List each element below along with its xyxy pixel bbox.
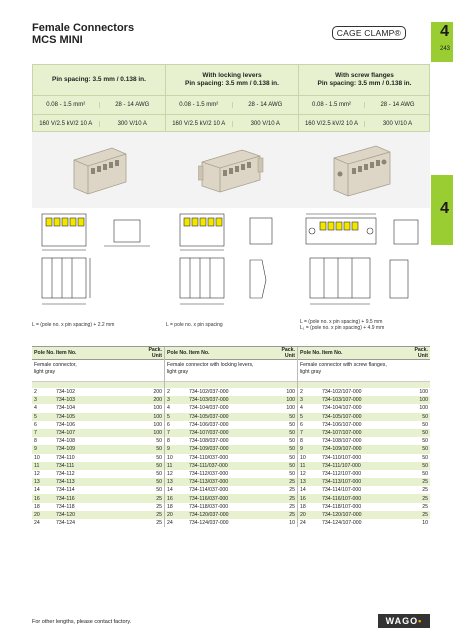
pack-unit: 50 xyxy=(422,470,428,477)
pole-number: 9 xyxy=(300,446,303,453)
item-number: 734-124/107-000 xyxy=(322,520,362,527)
item-number: 734-109/107-000 xyxy=(322,446,362,453)
table-row xyxy=(32,437,164,445)
table-row xyxy=(165,478,297,486)
spec-range-mm: 0.08 - 1.5 mm² xyxy=(299,102,365,108)
pole-number: 14 xyxy=(300,487,306,494)
table-row xyxy=(32,494,164,502)
table-body xyxy=(32,382,164,527)
item-number: 734-106/037-000 xyxy=(189,421,229,428)
pack-unit: 50 xyxy=(422,438,428,445)
pack-unit: 100 xyxy=(419,397,428,404)
pole-number: 18 xyxy=(167,503,173,510)
item-number: 734-107/107-000 xyxy=(322,430,362,437)
pack-unit: 50 xyxy=(289,446,295,453)
item-number: 734-114/037-000 xyxy=(189,487,229,494)
item-number: 734-118/107-000 xyxy=(322,503,362,510)
pack-unit: 200 xyxy=(153,389,162,396)
pole-number: 13 xyxy=(34,479,40,486)
column-header-item: Item No. xyxy=(189,350,210,356)
pole-number: 9 xyxy=(167,446,170,453)
pole-number: 3 xyxy=(300,397,303,404)
pole-number: 12 xyxy=(300,470,306,477)
pole-number: 5 xyxy=(167,413,170,420)
item-number: 734-109/037-000 xyxy=(189,446,229,453)
table-row xyxy=(298,503,430,511)
column-header-item: Item No. xyxy=(322,350,343,356)
table-row xyxy=(298,445,430,453)
pole-number: 13 xyxy=(167,479,173,486)
item-number: 734-110/107-000 xyxy=(322,454,362,461)
pack-unit: 50 xyxy=(422,430,428,437)
table-row xyxy=(298,396,430,404)
pole-number: 18 xyxy=(300,503,306,510)
item-number: 734-105/107-000 xyxy=(322,413,362,420)
table-row xyxy=(298,429,430,437)
item-number: 734-124 xyxy=(56,520,76,527)
table-row xyxy=(32,413,164,421)
item-number: 734-108/037-000 xyxy=(189,438,229,445)
pole-number: 12 xyxy=(167,470,173,477)
pole-number: 6 xyxy=(300,421,303,428)
product-column xyxy=(165,347,298,527)
pack-unit: 50 xyxy=(156,446,162,453)
table-row xyxy=(165,462,297,470)
item-number: 734-116 xyxy=(56,495,75,502)
table-row xyxy=(165,437,297,445)
item-number: 734-118 xyxy=(56,503,75,510)
product-description: Female connector, light gray xyxy=(32,360,164,382)
pole-number: 4 xyxy=(300,405,303,412)
table-row xyxy=(165,404,297,412)
product-table xyxy=(32,346,430,527)
pack-unit: 25 xyxy=(289,503,295,510)
table-row xyxy=(32,511,164,519)
page-number: 243 xyxy=(439,46,450,52)
pole-number: 18 xyxy=(34,503,40,510)
table-row xyxy=(32,462,164,470)
table-row xyxy=(298,462,430,470)
drawing-locking xyxy=(166,210,296,310)
table-row xyxy=(298,486,430,494)
column-header-pole: Pole No. xyxy=(34,350,55,356)
product-description: Female connector with screw flanges, light gray xyxy=(298,360,430,382)
item-number: 734-102 xyxy=(56,389,76,396)
title-line-1: Female Connectors xyxy=(32,22,135,34)
item-number: 734-111/107-000 xyxy=(322,462,361,469)
chapter-number: 4 xyxy=(440,23,449,40)
dimension-drawing-band xyxy=(32,208,430,312)
table-row xyxy=(298,519,430,527)
item-number: 734-118/037-000 xyxy=(189,503,229,510)
pole-number: 11 xyxy=(300,462,306,469)
item-number: 734-104/107-000 xyxy=(322,405,362,412)
spec-heading: With locking levers xyxy=(202,72,262,79)
pole-number: 7 xyxy=(300,430,303,437)
table-row xyxy=(165,396,297,404)
pole-number: 20 xyxy=(167,511,173,518)
table-row xyxy=(298,404,430,412)
table-row xyxy=(298,478,430,486)
pack-unit: 50 xyxy=(289,430,295,437)
pack-unit: 50 xyxy=(156,487,162,494)
pack-unit: 100 xyxy=(286,397,295,404)
pole-number: 14 xyxy=(167,487,173,494)
pack-unit: 100 xyxy=(419,389,428,396)
drawing-flanges xyxy=(300,210,430,310)
pack-unit: 100 xyxy=(153,430,162,437)
pole-number: 11 xyxy=(34,462,40,469)
pack-unit: 100 xyxy=(153,405,162,412)
item-number: 734-120 xyxy=(56,511,76,518)
pack-unit: 25 xyxy=(289,495,295,502)
item-number: 734-111/037-000 xyxy=(189,462,228,469)
pack-unit: 100 xyxy=(286,389,295,396)
pack-unit: 50 xyxy=(156,479,162,486)
item-number: 734-103/107-000 xyxy=(322,397,362,404)
title-line-2: MCS MINI xyxy=(32,34,83,46)
item-number: 734-110 xyxy=(56,454,75,461)
item-number: 734-106/107-000 xyxy=(322,421,362,428)
item-number: 734-104/037-000 xyxy=(189,405,229,412)
pole-number: 7 xyxy=(34,430,37,437)
table-row xyxy=(298,388,430,396)
column-header-pack: Pack. Unit xyxy=(148,347,162,359)
item-number: 734-112/037-000 xyxy=(189,470,229,477)
spec-range-awg: 28 - 14 AWG xyxy=(248,102,283,108)
pole-number: 8 xyxy=(300,438,303,445)
section-tab-number: 4 xyxy=(440,200,449,217)
item-number: 734-114 xyxy=(56,487,75,494)
table-body xyxy=(298,382,430,527)
item-number: 734-104 xyxy=(56,405,76,412)
table-row xyxy=(165,413,297,421)
pack-unit: 25 xyxy=(156,503,162,510)
pole-number: 13 xyxy=(300,479,306,486)
connector-photo-locking xyxy=(198,140,264,198)
pack-unit: 10 xyxy=(422,520,428,527)
item-number: 734-113 xyxy=(56,479,75,486)
pack-unit: 25 xyxy=(289,511,295,518)
wago-logo: WAGO • xyxy=(378,614,430,628)
item-number: 734-102/107-000 xyxy=(322,389,362,396)
pack-unit: 50 xyxy=(156,462,162,469)
formula-note-locking: L = pole no. x pin spacing xyxy=(166,322,223,328)
footer-note: For other lengths, please contact factory. xyxy=(32,619,132,625)
pole-number: 6 xyxy=(167,421,170,428)
spec-rating-ul: 300 V/10 A xyxy=(382,121,413,127)
pole-number: 24 xyxy=(167,520,173,527)
pole-number: 10 xyxy=(34,454,40,461)
pole-number: 16 xyxy=(167,495,173,502)
column-header-pole: Pole No. xyxy=(167,350,188,356)
table-row xyxy=(165,519,297,527)
connector-photo-standard xyxy=(66,140,132,198)
spec-range-awg: 28 - 14 AWG xyxy=(380,102,415,108)
item-number: 734-112/107-000 xyxy=(322,470,362,477)
column-header-pack: Pack. Unit xyxy=(414,347,428,359)
pack-unit: 100 xyxy=(153,421,162,428)
spec-range-mm: 0.08 - 1.5 mm² xyxy=(166,102,233,108)
page-title xyxy=(32,22,232,46)
pack-unit: 50 xyxy=(156,438,162,445)
spec-rating-iec: 160 V/2.5 kV/2 10 A xyxy=(33,121,100,127)
spec-column-flanges: With screw flanges Pin spacing: 3.5 mm / 0.138 in. 0.08 - 1.5 mm² 28 - 14 AWG 160 V/2.5 kV/2 10 A 300 V/10 A xyxy=(299,65,430,131)
product-column xyxy=(32,347,165,527)
pack-unit: 25 xyxy=(422,511,428,518)
item-number: 734-109 xyxy=(56,446,76,453)
item-number: 734-113/107-000 xyxy=(322,479,362,486)
pack-unit: 200 xyxy=(153,397,162,404)
table-row xyxy=(165,421,297,429)
table-row xyxy=(32,503,164,511)
item-number: 734-108/107-000 xyxy=(322,438,362,445)
pole-number: 11 xyxy=(167,462,173,469)
pack-unit: 25 xyxy=(422,495,428,502)
formula-note-flanges: L = (pole no. x pin spacing) + 9.5 mm L₁ = (pole no. x pin spacing) + 4.9 mm xyxy=(300,319,385,331)
spec-rating-iec: 160 V/2.5 kV/2 10 A xyxy=(299,121,365,127)
pole-number: 14 xyxy=(34,487,40,494)
table-row xyxy=(32,486,164,494)
table-row xyxy=(298,413,430,421)
pole-number: 24 xyxy=(300,520,306,527)
column-header-item: Item No. xyxy=(56,350,77,356)
table-header xyxy=(32,347,164,360)
pole-number: 2 xyxy=(300,389,303,396)
item-number: 734-111 xyxy=(56,462,75,469)
pole-number: 10 xyxy=(167,454,173,461)
table-row xyxy=(165,429,297,437)
cage-clamp-badge: CAGE CLAMP® xyxy=(332,26,406,40)
pack-unit: 50 xyxy=(422,454,428,461)
table-row xyxy=(298,454,430,462)
table-row xyxy=(32,396,164,404)
table-row xyxy=(298,511,430,519)
pack-unit: 25 xyxy=(422,479,428,486)
table-row xyxy=(298,494,430,502)
pole-number: 24 xyxy=(34,520,40,527)
formula-note-standard: L = (pole no. x pin spacing) + 2.2 mm xyxy=(32,322,115,328)
pole-number: 3 xyxy=(167,397,170,404)
pack-unit: 25 xyxy=(156,495,162,502)
table-row xyxy=(165,486,297,494)
table-header xyxy=(298,347,430,360)
table-row xyxy=(32,519,164,527)
item-number: 734-110/037-000 xyxy=(189,454,229,461)
item-number: 734-108 xyxy=(56,438,76,445)
table-row xyxy=(165,503,297,511)
pole-number: 7 xyxy=(167,430,170,437)
pack-unit: 50 xyxy=(422,413,428,420)
item-number: 734-113/037-000 xyxy=(189,479,229,486)
item-number: 734-116/037-000 xyxy=(189,495,229,502)
item-number: 734-116/107-000 xyxy=(322,495,362,502)
table-row xyxy=(32,421,164,429)
table-row xyxy=(32,445,164,453)
column-header-pole: Pole No. xyxy=(300,350,321,356)
pack-unit: 25 xyxy=(156,520,162,527)
pack-unit: 50 xyxy=(289,413,295,420)
pole-number: 20 xyxy=(34,511,40,518)
item-number: 734-124/037-000 xyxy=(189,520,229,527)
item-number: 734-106 xyxy=(56,421,76,428)
product-photo-band xyxy=(32,132,430,208)
pack-unit: 100 xyxy=(153,413,162,420)
pole-number: 10 xyxy=(300,454,306,461)
item-number: 734-120/107-000 xyxy=(322,511,362,518)
pack-unit: 50 xyxy=(289,470,295,477)
table-row xyxy=(165,388,297,396)
table-header xyxy=(165,347,297,360)
pack-unit: 25 xyxy=(156,511,162,518)
spec-table xyxy=(32,64,430,132)
pack-unit: 25 xyxy=(422,487,428,494)
item-number: 734-103 xyxy=(56,397,76,404)
pack-unit: 50 xyxy=(156,470,162,477)
pole-number: 6 xyxy=(34,421,37,428)
item-number: 734-107/037-000 xyxy=(189,430,229,437)
pole-number: 5 xyxy=(300,413,303,420)
table-row xyxy=(32,454,164,462)
spec-column-standard xyxy=(33,65,166,131)
spec-heading: With screw flanges xyxy=(335,72,394,79)
item-number: 734-105/037-000 xyxy=(189,413,229,420)
spec-rating-ul: 300 V/10 A xyxy=(117,121,147,127)
column-header-pack: Pack. Unit xyxy=(281,347,295,359)
connector-photo-flanges xyxy=(328,140,394,198)
table-row xyxy=(32,388,164,396)
pole-number: 8 xyxy=(167,438,170,445)
item-number: 734-112 xyxy=(56,470,75,477)
table-row xyxy=(32,429,164,437)
table-row xyxy=(165,445,297,453)
pole-number: 16 xyxy=(300,495,306,502)
table-body xyxy=(165,382,297,527)
spec-rating-iec: 160 V/2.5 kV/2 10 A xyxy=(166,121,233,127)
pole-number: 2 xyxy=(34,389,37,396)
spec-range-mm: 0.08 - 1.5 mm² xyxy=(33,102,100,108)
pole-number: 5 xyxy=(34,413,37,420)
table-row xyxy=(165,454,297,462)
table-row xyxy=(32,404,164,412)
pack-unit: 50 xyxy=(422,462,428,469)
pack-unit: 50 xyxy=(422,421,428,428)
item-number: 734-102/037-000 xyxy=(189,389,229,396)
pack-unit: 10 xyxy=(289,520,295,527)
item-number: 734-114/107-000 xyxy=(322,487,362,494)
table-row xyxy=(298,437,430,445)
pole-number: 4 xyxy=(34,405,37,412)
pack-unit: 100 xyxy=(419,405,428,412)
pole-number: 9 xyxy=(34,446,37,453)
pack-unit: 50 xyxy=(422,446,428,453)
table-row xyxy=(165,511,297,519)
pole-number: 4 xyxy=(167,405,170,412)
pack-unit: 50 xyxy=(289,454,295,461)
pole-number: 20 xyxy=(300,511,306,518)
spec-range-awg: 28 - 14 AWG xyxy=(115,102,150,108)
spec-rating-ul: 300 V/10 A xyxy=(250,121,280,127)
pack-unit: 50 xyxy=(289,438,295,445)
table-row xyxy=(298,421,430,429)
pole-number: 8 xyxy=(34,438,37,445)
pole-number: 3 xyxy=(34,397,37,404)
table-row xyxy=(32,478,164,486)
pole-number: 12 xyxy=(34,470,40,477)
item-number: 734-103/037-000 xyxy=(189,397,229,404)
pole-number: 16 xyxy=(34,495,40,502)
item-number: 734-107 xyxy=(56,430,76,437)
table-row xyxy=(298,470,430,478)
table-row xyxy=(165,470,297,478)
spec-column-locking: With locking levers Pin spacing: 3.5 mm / 0.138 in. 0.08 - 1.5 mm² 28 - 14 AWG 160 V/2.5 kV/2 10 A 300 V/10 A xyxy=(166,65,299,131)
table-row xyxy=(165,494,297,502)
item-number: 734-120/037-000 xyxy=(189,511,229,518)
pole-number: 2 xyxy=(167,389,170,396)
item-number: 734-105 xyxy=(56,413,76,420)
pack-unit: 25 xyxy=(422,503,428,510)
pack-unit: 50 xyxy=(289,421,295,428)
pack-unit: 25 xyxy=(289,479,295,486)
pack-unit: 50 xyxy=(156,454,162,461)
product-column xyxy=(298,347,430,527)
pack-unit: 50 xyxy=(289,462,295,469)
drawing-standard xyxy=(32,210,162,310)
pack-unit: 100 xyxy=(286,405,295,412)
pack-unit: 25 xyxy=(289,487,295,494)
product-description: Female connector with locking levers, light gray xyxy=(165,360,297,382)
spec-heading: Pin spacing: 3.5 mm / 0.138 in. xyxy=(52,76,146,83)
table-row xyxy=(32,470,164,478)
